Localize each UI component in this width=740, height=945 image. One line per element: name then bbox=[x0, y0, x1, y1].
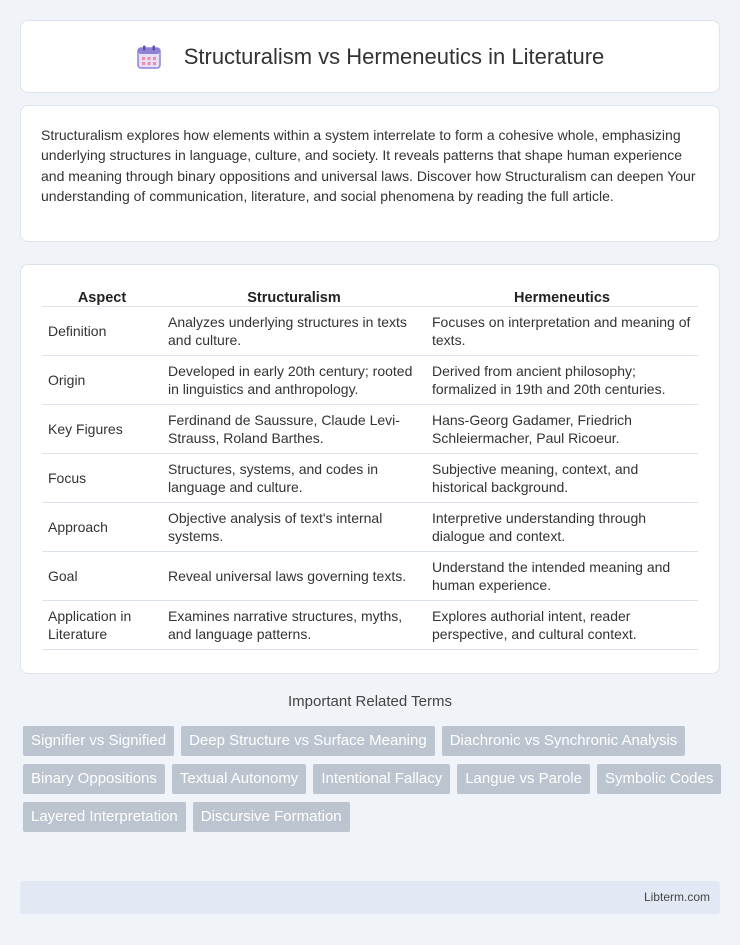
table-row bbox=[42, 601, 698, 650]
cell-structuralism: Objective analysis of text's internal systems. bbox=[162, 503, 426, 552]
comparison-card bbox=[20, 264, 720, 674]
related-term-tag[interactable]: Textual Autonomy bbox=[172, 764, 306, 794]
table-row bbox=[42, 356, 698, 405]
related-term-tag[interactable]: Layered Interpretation bbox=[23, 802, 186, 832]
cell-aspect: Application in Literature bbox=[42, 601, 162, 650]
table-row bbox=[42, 503, 698, 552]
calendar-icon bbox=[136, 44, 162, 70]
cell-aspect: Approach bbox=[42, 503, 162, 552]
cell-structuralism: Developed in early 20th century; rooted in linguistics and anthropology. bbox=[162, 356, 426, 405]
related-term-tag[interactable]: Langue vs Parole bbox=[457, 764, 590, 794]
cell-hermeneutics: Understand the intended meaning and human experience. bbox=[426, 552, 698, 601]
header-aspect: Aspect bbox=[42, 285, 162, 307]
cell-aspect: Origin bbox=[42, 356, 162, 405]
related-term-tag[interactable]: Discursive Formation bbox=[193, 802, 350, 832]
cell-aspect: Key Figures bbox=[42, 405, 162, 454]
cell-structuralism: Reveal universal laws governing texts. bbox=[162, 552, 426, 601]
table-row bbox=[42, 552, 698, 601]
related-term-tag[interactable]: Diachronic vs Synchronic Analysis bbox=[442, 726, 686, 756]
table-row bbox=[42, 307, 698, 356]
cell-structuralism: Examines narrative structures, myths, and language patterns. bbox=[162, 601, 426, 650]
table-header-row bbox=[42, 285, 698, 307]
cell-hermeneutics: Subjective meaning, context, and historical background. bbox=[426, 454, 698, 503]
related-term-tag[interactable]: Symbolic Codes bbox=[597, 764, 721, 794]
cell-hermeneutics: Derived from ancient philosophy; formalized in 19th and 20th centuries. bbox=[426, 356, 698, 405]
table-row bbox=[42, 405, 698, 454]
intro-text: Structuralism explores how elements within a system interrelate to form a cohesive whole, emphasizing underlying structures in language, culture, and society. It reveals patterns that shape human experience and meaning through binary oppositions and universal laws. Discover how Structuralism can deepen Your understanding of communication, literature, and social phenomena by reading the full article. bbox=[41, 127, 696, 204]
header-hermeneutics: Hermeneutics bbox=[426, 285, 698, 307]
related-terms-list bbox=[23, 726, 723, 832]
related-term-tag[interactable]: Binary Oppositions bbox=[23, 764, 165, 794]
cell-aspect: Definition bbox=[42, 307, 162, 356]
page-title: Structuralism vs Hermeneutics in Literature bbox=[183, 43, 605, 69]
table-row bbox=[42, 454, 698, 503]
related-term-tag[interactable]: Intentional Fallacy bbox=[313, 764, 450, 794]
cell-structuralism: Ferdinand de Saussure, Claude Levi-Strauss, Roland Barthes. bbox=[162, 405, 426, 454]
related-term-tag[interactable]: Deep Structure vs Surface Meaning bbox=[181, 726, 435, 756]
cell-structuralism: Structures, systems, and codes in language and culture. bbox=[162, 454, 426, 503]
title-card bbox=[20, 20, 720, 93]
comparison-table bbox=[42, 285, 698, 650]
cell-hermeneutics: Interpretive understanding through dialogue and context. bbox=[426, 503, 698, 552]
related-term-tag[interactable]: Signifier vs Signified bbox=[23, 726, 174, 756]
header-structuralism: Structuralism bbox=[162, 285, 426, 307]
cell-aspect: Goal bbox=[42, 552, 162, 601]
footer-site-link[interactable]: Libterm.com bbox=[643, 890, 710, 904]
cell-aspect: Focus bbox=[42, 454, 162, 503]
related-terms-title: Important Related Terms bbox=[288, 693, 452, 710]
cell-hermeneutics: Explores authorial intent, reader perspective, and cultural context. bbox=[426, 601, 698, 650]
cell-hermeneutics: Hans-Georg Gadamer, Friedrich Schleiermacher, Paul Ricoeur. bbox=[426, 405, 698, 454]
intro-card bbox=[20, 105, 720, 242]
footer bbox=[20, 881, 720, 914]
cell-structuralism: Analyzes underlying structures in texts and culture. bbox=[162, 307, 426, 356]
cell-hermeneutics: Focuses on interpretation and meaning of texts. bbox=[426, 307, 698, 356]
